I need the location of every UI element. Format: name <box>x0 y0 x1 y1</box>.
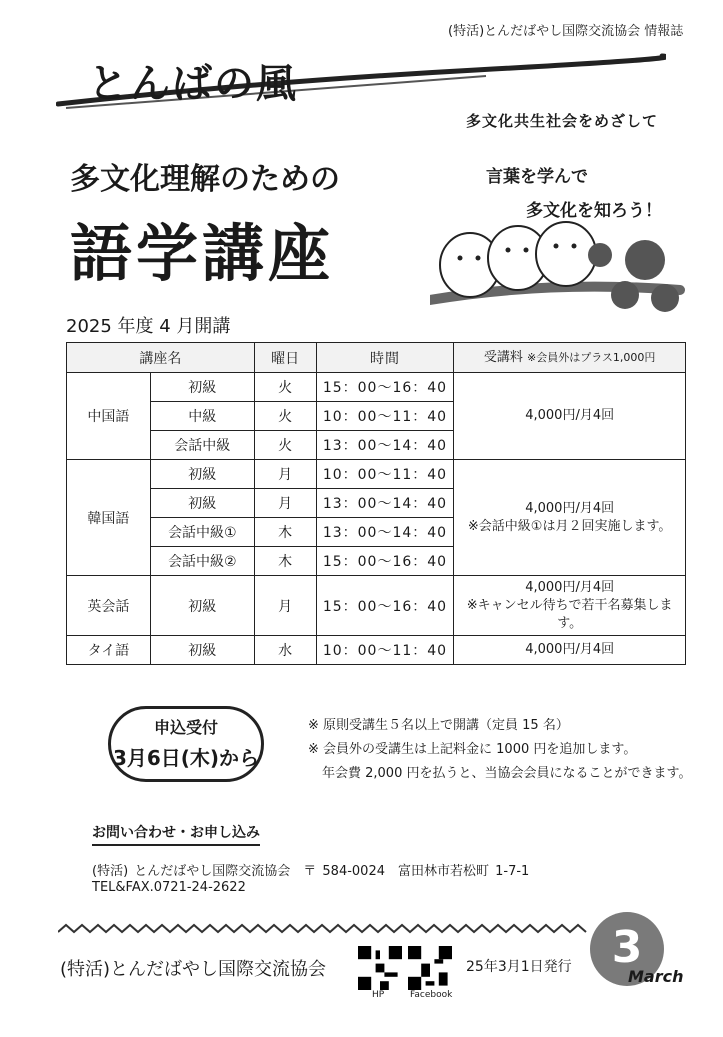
signup-badge <box>108 706 264 782</box>
course-time: 13：00～14：40 <box>316 518 454 547</box>
table-row <box>67 636 686 665</box>
newsletter-title: とんばの風 <box>88 60 298 107</box>
header-time: 時間 <box>316 343 454 373</box>
language-english: 英会話 <box>67 576 151 636</box>
term-label: 2025 年度 4 月開講 <box>66 316 231 337</box>
language-thai: タイ語 <box>67 636 151 665</box>
course-level: 会話中級① <box>150 518 254 547</box>
contact-address: (特活) とんだばやし国際交流協会 〒 584-0024 富田林市若松町 1-7-1 <box>92 864 530 879</box>
slogan-line-1: 言葉を学んで <box>486 167 588 187</box>
note-membership: 年会費 2,000 円を払うと、当協会会員になることができます。 <box>322 766 692 781</box>
course-level: 初級 <box>150 576 254 636</box>
course-level: 会話中級② <box>150 547 254 576</box>
table-header-row <box>67 343 686 373</box>
course-title: 語学講座 <box>70 217 335 290</box>
course-day: 水 <box>254 636 316 665</box>
course-day: 火 <box>254 373 316 402</box>
fee-korean-note: ※会話中級①は月２回実施します。 <box>467 518 672 534</box>
course-level: 中級 <box>150 402 254 431</box>
table-row <box>67 373 686 402</box>
table-row <box>67 460 686 489</box>
fee-chinese: 4,000円/月4回 <box>454 373 686 460</box>
course-time: 15：00～16：40 <box>316 547 454 576</box>
course-level: 初級 <box>150 636 254 665</box>
course-time: 10：00～11：40 <box>316 402 454 431</box>
issue-number-badge: 3 <box>590 912 664 986</box>
course-day: 月 <box>254 460 316 489</box>
course-day: 木 <box>254 547 316 576</box>
issue-date: 25年3月1日発行 <box>466 959 572 975</box>
course-level: 会話中級 <box>150 431 254 460</box>
course-time: 15：00～16：40 <box>316 373 454 402</box>
header-fee <box>454 343 686 373</box>
tagline: 多文化共生社会をめざして <box>466 112 659 130</box>
signup-label: 申込受付 <box>153 718 218 737</box>
course-time: 10：00～11：40 <box>316 460 454 489</box>
language-korean: 韓国語 <box>67 460 151 576</box>
course-level: 初級 <box>150 460 254 489</box>
table-row <box>67 576 686 636</box>
course-day: 火 <box>254 431 316 460</box>
header-fee-note: ※会員外はプラス1,000円 <box>527 350 656 364</box>
hp-qr-code[interactable] <box>358 946 402 990</box>
course-level: 初級 <box>150 489 254 518</box>
issue-month: March <box>628 967 684 986</box>
hp-qr-label: HP <box>372 990 385 1000</box>
fee-korean-cell <box>454 460 686 576</box>
org-header: (特活)とんだばやし国際交流協会 情報誌 <box>448 24 684 39</box>
fee-english: 4,000円/月4回 <box>525 579 615 595</box>
header-day: 曜日 <box>254 343 316 373</box>
course-day: 月 <box>254 489 316 518</box>
course-time: 15：00～16：40 <box>316 576 454 636</box>
course-subtitle: 多文化理解のための <box>70 162 340 197</box>
course-time: 13：00～14：40 <box>316 489 454 518</box>
fee-thai: 4,000円/月4回 <box>454 636 686 665</box>
language-chinese: 中国語 <box>67 373 151 460</box>
signup-date: 3月6日(木)から <box>112 746 260 770</box>
fee-korean: 4,000円/月4回 <box>525 500 615 516</box>
contact-phone: TEL&FAX.0721-24-2622 <box>92 880 246 895</box>
course-time: 10：00～11：40 <box>316 636 454 665</box>
header-fee-label: 受講料 <box>483 349 523 365</box>
header-course-name: 講座名 <box>67 343 255 373</box>
course-day: 木 <box>254 518 316 547</box>
note-nonmember-fee: ※ 会員外の受講生は上記料金に 1000 円を追加します。 <box>308 742 637 757</box>
slogan-line-2: 多文化を知ろう！ <box>526 201 662 221</box>
footer-org-name: (特活)とんだばやし国際交流協会 <box>60 959 327 980</box>
fee-english-cell <box>454 576 686 636</box>
facebook-qr-code[interactable] <box>408 946 452 990</box>
course-level: 初級 <box>150 373 254 402</box>
course-day: 月 <box>254 576 316 636</box>
course-time: 13：00～14：40 <box>316 431 454 460</box>
fee-english-note: ※キャンセル待ちで若干名募集します。 <box>466 597 673 631</box>
course-table <box>66 342 686 665</box>
note-minimum-students: ※ 原則受講生５名以上で開講（定員 15 名） <box>308 718 569 733</box>
contact-heading: お問い合わせ・お申し込み <box>92 822 260 846</box>
birds-on-branch-illustration <box>430 220 690 330</box>
course-day: 火 <box>254 402 316 431</box>
facebook-qr-label: Facebook <box>410 990 453 1000</box>
